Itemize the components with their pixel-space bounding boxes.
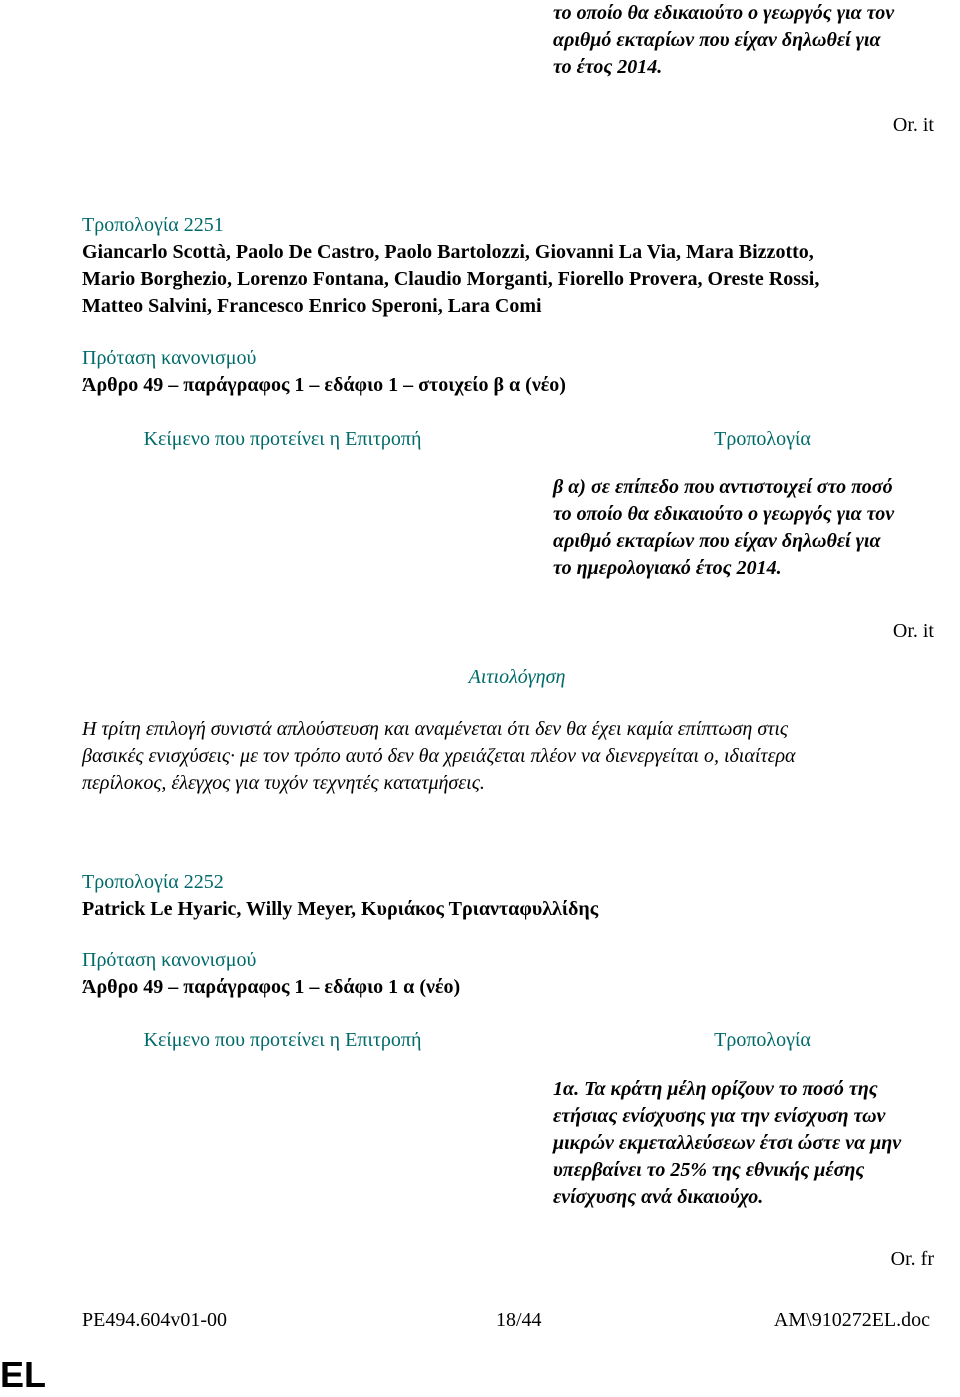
text-line: αριθμό εκταρίων που είχαν δηλωθεί για [553,530,881,552]
commission-text-header: Κείμενο που προτείνει η Επιτροπή [143,1029,422,1051]
text-line: βασικές ενισχύσεις· με τον τρόπο αυτό δεν θα χρειάζεται πλέον να διενεργείται ο, ιδιαίτερα [82,745,796,767]
language-tag: EL [0,1354,47,1395]
amendment-number: Τροπολογία 2252 [82,871,224,893]
text-line: το ημερολογιακό έτος 2014. [553,557,782,579]
text-line: το έτος 2014. [553,56,663,78]
amendment-column-header: Τροπολογία [714,428,811,450]
proposal-reference [82,345,566,399]
proposal-label: Πρόταση κανονισμού [82,949,257,971]
amendment-2252-header [82,869,598,923]
amendment-author: Giancarlo Scottà, Paolo De Castro, Paolo Bartolozzi, Giovanni La Via, Mara Bizzotto, [82,241,814,263]
original-language: Or. it [892,114,934,136]
justification-label: Αιτιολόγηση [468,666,566,688]
text-line: περίλοκος, έλεγχος για τυχόν τεχνητές κατατμήσεις. [82,772,485,794]
continued-amendment-text [553,0,953,81]
original-language: Or. it [892,620,934,642]
text-line: αριθμό εκταρίων που είχαν δηλωθεί για [553,29,881,51]
amendment-author: Matteo Salvini, Francesco Enrico Speroni, Lara Comi [82,295,542,317]
article-reference: Άρθρο 49 – παράγραφος 1 – εδάφιο 1 α (νέο) [82,976,461,998]
amendment-text [553,474,953,582]
text-line: ενίσχυσης ανά δικαιούχο. [553,1186,764,1208]
footer-page-number: 18/44 [496,1309,542,1331]
text-line: 1α. Τα κράτη μέλη ορίζουν το ποσό της [553,1078,878,1100]
text-line: το οποίο θα εδικαιούτο ο γεωργός για τον [553,503,895,525]
text-line: ετήσιας ενίσχυσης για την ενίσχυση των [553,1105,886,1127]
footer-file-ref: AM\910272EL.doc [773,1309,930,1331]
justification-text [82,716,796,797]
text-line: β α) σε επίπεδο που αντιστοιχεί στο ποσό [553,476,893,498]
text-line: υπερβαίνει το 25% της εθνικής μέσης [553,1159,865,1181]
text-line: μικρών εκμεταλλεύσεων έτσι ώστε να μην [553,1132,902,1154]
amendment-2251-header [82,212,819,320]
article-reference: Άρθρο 49 – παράγραφος 1 – εδάφιο 1 – στοιχείο β α (νέο) [82,374,566,396]
text-line: το οποίο θα εδικαιούτο ο γεωργός για τον [553,2,895,24]
amendment-number: Τροπολογία 2251 [82,214,224,236]
proposal-label: Πρόταση κανονισμού [82,347,257,369]
amendment-text [553,1076,953,1211]
amendment-author: Patrick Le Hyaric, Willy Meyer, Κυριάκος Τριανταφυλλίδης [82,898,599,920]
footer-doc-ref: PE494.604v01-00 [82,1309,227,1331]
original-language: Or. fr [890,1248,934,1270]
amendment-author: Mario Borghezio, Lorenzo Fontana, Claudio Morganti, Fiorello Provera, Oreste Rossi, [82,268,820,290]
amendment-column-header: Τροπολογία [714,1029,811,1051]
commission-text-header: Κείμενο που προτείνει η Επιτροπή [143,428,422,450]
text-line: Η τρίτη επιλογή συνιστά απλούστευση και αναμένεται ότι δεν θα έχει καμία επίπτωση στις [82,718,789,740]
proposal-reference [82,947,460,1001]
